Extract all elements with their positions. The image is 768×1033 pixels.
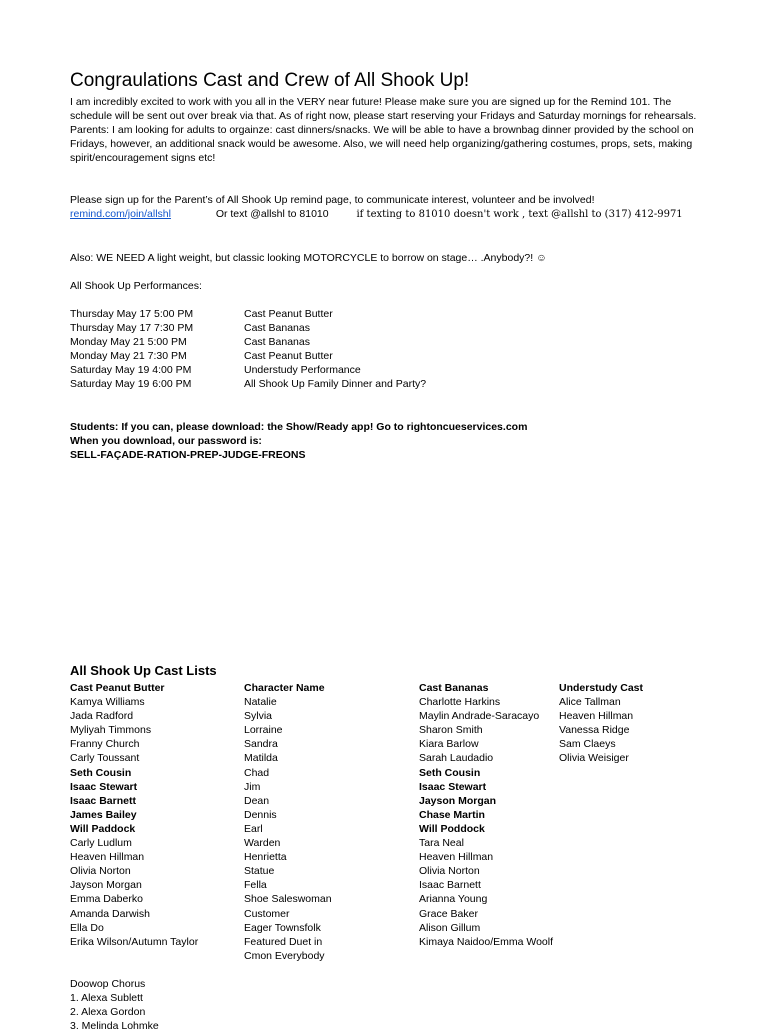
chorus-list (70, 977, 159, 1033)
performance-date: Thursday May 17 5:00 PM (70, 308, 194, 320)
cast-name: Heaven Hillman (559, 710, 634, 723)
cast-name: Lorraine (244, 724, 283, 737)
cast-name: Kiara Barlow (419, 738, 479, 751)
cast-name: Jayson Morgan (70, 879, 142, 892)
cast-name: Franny Church (70, 738, 140, 751)
cast-name: Matilda (244, 752, 278, 765)
performance-row (70, 377, 426, 391)
cast-name: Sharon Smith (419, 724, 483, 737)
intro-paragraphs (70, 95, 710, 165)
cast-name: Dennis (244, 808, 277, 821)
remind-link[interactable]: remind.com/join/allshl (70, 208, 171, 220)
cast-name: Olivia Weisiger (559, 752, 629, 765)
cast-column-header: Cast Peanut Butter (70, 682, 165, 694)
cast-name: Kimaya Naidoo/Emma Woolf (419, 935, 554, 948)
performance-cast: Cast Peanut Butter (244, 350, 333, 363)
cast-name: Isaac Stewart (419, 780, 487, 793)
cast-name: Alison Gillum (419, 921, 481, 934)
cast-name: Erika Wilson/Autumn Taylor (70, 935, 199, 948)
cast-name: Grace Baker (419, 907, 478, 920)
chorus-item: 2. Alexa Gordon (70, 1006, 146, 1019)
chorus-item: 3. Melinda Lohmke (70, 1020, 159, 1033)
cast-name: Earl (244, 822, 263, 835)
cast-name: Jayson Morgan (419, 794, 497, 807)
cast-column-header: Character Name (244, 682, 325, 694)
cast-name: Customer (244, 907, 290, 920)
cast-name: Sylvia (244, 710, 273, 723)
cast-name: Featured Duet in (244, 935, 323, 948)
cast-name: Will Poddock (419, 822, 485, 835)
cast-name: Carly Toussant (70, 752, 140, 765)
cast-name: Dean (244, 794, 270, 807)
performances-heading: All Shook Up Performances: (70, 280, 202, 292)
cast-column-header: Understudy Cast (559, 682, 644, 694)
cast-name: Isaac Stewart (70, 780, 138, 793)
cast-name: Sam Claeys (559, 738, 616, 751)
cast-name: Isaac Barnett (419, 879, 481, 892)
cast-name: Seth Cousin (419, 766, 481, 779)
cast-name: Jim (244, 780, 261, 793)
cast-name: Heaven Hillman (70, 851, 145, 864)
cast-name: Amanda Darwish (70, 907, 150, 920)
students-note (70, 420, 527, 462)
performances-list (70, 307, 426, 392)
cast-name: Arianna Young (419, 893, 488, 906)
cast-name: Chase Martin (419, 808, 485, 821)
alt-text-option: if texting to 81010 doesn't work , text @allshl to (317) 412-9971 (356, 209, 683, 220)
cast-name: Tara Neal (419, 837, 464, 850)
chorus-item: 1. Alexa Sublett (70, 992, 143, 1005)
performance-row (70, 321, 426, 335)
cast-name: Seth Cousin (70, 766, 132, 779)
cast-column-bananas (419, 681, 553, 949)
cast-name: Ella Do (70, 921, 104, 934)
chorus-heading: Doowop Chorus (70, 978, 146, 990)
intro-paragraph-parents: Parents: I am looking for adults to orgainze: cast dinners/snacks. We will be able to have a brownbag dinner provided by the school on Fridays, however, an additional snack would be awesome. Also, we will need help organizing/gathering costumes, props, sets, making spirit/encouragement signs etc! (70, 124, 694, 165)
cast-name: Eager Townsfolk (244, 921, 321, 934)
cast-name: Alice Tallman (559, 696, 621, 709)
cast-column-understudy (559, 681, 643, 766)
cast-name: Isaac Barnett (70, 794, 136, 807)
cast-name: Jada Radford (70, 710, 134, 723)
cast-name: Maylin Andrade-Saracayo (419, 710, 540, 723)
performance-cast: Cast Peanut Butter (244, 308, 333, 320)
remind-row (70, 207, 683, 222)
cast-name: Cmon Everybody (244, 949, 325, 962)
cast-column-peanut-butter (70, 681, 198, 949)
cast-name: Charlotte Harkins (419, 696, 501, 709)
cast-name: Sarah Laudadio (419, 752, 494, 765)
cast-name: Olivia Norton (419, 865, 480, 878)
performance-date: Thursday May 17 7:30 PM (70, 322, 194, 335)
performance-date: Saturday May 19 6:00 PM (70, 378, 192, 391)
cast-name: Myliyah Timmons (70, 724, 152, 737)
cast-name: Vanessa Ridge (559, 724, 630, 737)
cast-name: Olivia Norton (70, 865, 131, 878)
performance-row (70, 349, 426, 363)
performance-row (70, 363, 426, 377)
performance-cast: Cast Bananas (244, 322, 310, 335)
cast-name: James Bailey (70, 808, 137, 821)
motorcycle-note: Also: WE NEED A light weight, but classic looking MOTORCYCLE to borrow on stage… .Anybody?! ☺ (70, 252, 547, 264)
performance-cast: Cast Bananas (244, 336, 310, 349)
cast-lists-title: All Shook Up Cast Lists (70, 663, 217, 678)
signup-text: Please sign up for the Parent’s of All Shook Up remind page, to communicate interest, volunteer and be involved! (70, 194, 595, 206)
cast-name: Warden (244, 837, 281, 850)
page-title: Congraulations Cast and Crew of All Shook Up! (70, 70, 470, 91)
cast-name: Shoe Saleswoman (244, 893, 332, 906)
text-option: Or text @allshl to 81010 (215, 208, 329, 220)
performance-cast: Understudy Performance (244, 364, 361, 377)
cast-column-character-name (244, 681, 332, 963)
performance-date: Monday May 21 5:00 PM (70, 336, 187, 349)
cast-name: Sandra (244, 738, 278, 751)
performance-row (70, 307, 426, 321)
cast-name: Carly Ludlum (70, 837, 132, 850)
students-app-line: Students: If you can, please download: the Show/Ready app! Go to rightoncueservices.com (70, 421, 528, 433)
intro-paragraph-remind: I am incredibly excited to work with you all in the VERY near future! Please make sure you are signed up for the Remind 101. The schedule will be sent out over break via that. As of right now, please start reserving your Fridays and Saturday mornings for rehearsals. (70, 96, 697, 123)
students-password: SELL-FAÇADE-RATION-PREP-JUDGE-FREONS (70, 449, 306, 462)
cast-name: Statue (244, 865, 275, 878)
cast-name: Heaven Hillman (419, 851, 494, 864)
cast-name: Will Paddock (70, 822, 136, 835)
cast-name: Chad (244, 766, 270, 779)
performance-date: Saturday May 19 4:00 PM (70, 364, 192, 377)
cast-name: Emma Daberko (70, 893, 143, 906)
cast-column-header: Cast Bananas (419, 682, 489, 694)
cast-name: Natalie (244, 696, 277, 709)
performance-date: Monday May 21 7:30 PM (70, 350, 187, 363)
cast-name: Kamya Williams (70, 696, 145, 709)
cast-name: Henrietta (244, 851, 287, 864)
students-password-label: When you download, our password is: (70, 435, 262, 448)
performance-cast: All Shook Up Family Dinner and Party? (244, 378, 427, 391)
performance-row (70, 335, 426, 349)
cast-name: Fella (244, 879, 267, 892)
